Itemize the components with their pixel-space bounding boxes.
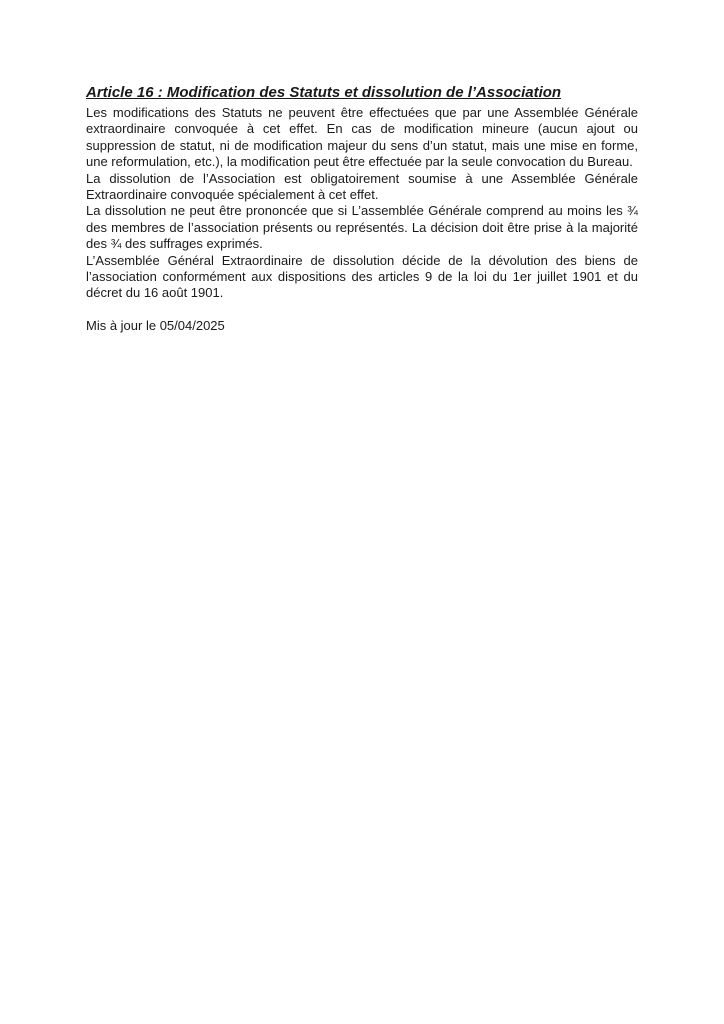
article-title: Article 16 : Modification des Statuts et dissolution de l’Association — [86, 84, 562, 101]
paragraph-dissolution-soumise: La dissolution de l’Association est obligatoirement soumise à une Assemblée Générale Extraordinaire convoquée spécialement à cet effet. — [86, 170, 638, 203]
paragraph-dissolution-quorum: La dissolution ne peut être prononcée que si L’assemblée Générale comprend au moins les ¾ des membres de l’association présents ou représentés. La décision doit être prise à la majorité des ¾ des suffrages exprimés. — [86, 203, 638, 252]
updated-note: Mis à jour le 05/04/2025 — [86, 318, 225, 334]
paragraph-modification-statuts: Les modifications des Statuts ne peuvent être effectuées que par une Assemblée Générale extraordinaire convoquée à cet effet. En cas de modification mineure (aucun ajout ou suppression de statut, ni de modification majeur du sens d’un statut, mais une mise en forme, une reformulation, etc.), la modification peut être effectuée par la seule convocation du Bureau. — [86, 105, 638, 170]
paragraph-devolution-biens: L’Assemblée Général Extraordinaire de dissolution décide de la dévolution des biens de l’association conformément aux dispositions des articles 9 de la loi du 1er juillet 1901 et du décret du 16 août 1901. — [86, 252, 638, 301]
